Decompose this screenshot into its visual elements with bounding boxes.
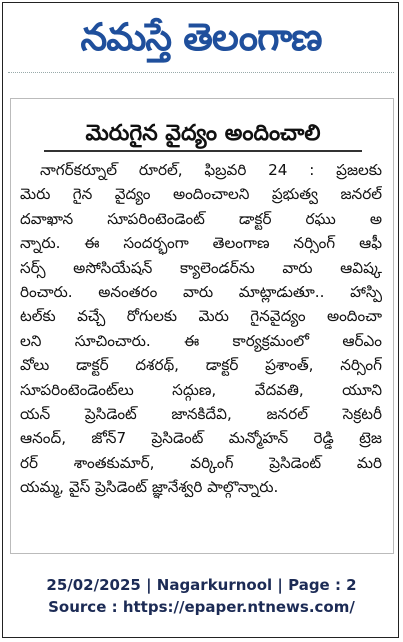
article-line: యమ్మ, వైస్ ప్రెసిడెంట్ జ్ఞానేశ్వరి పాల్గొన్నారు. xyxy=(20,478,279,497)
article-line: రించారు. అనంతరం వారు మాట్లాడుతూ.. హాస్పి xyxy=(20,283,382,302)
article-line: న్నారు. ఈ సందర్భంగా తెలంగాణ నర్సింగ్ ఆఫీ xyxy=(20,234,382,253)
edition-info: 25/02/2025 | Nagarkurnool | Page : 2 xyxy=(46,576,357,594)
source-footer xyxy=(0,574,403,618)
article-line: వోలు డాక్టర్ దశరథ్, డాక్టర్ ప్రశాంత్, నర్సింగ్ xyxy=(20,356,382,375)
masthead-divider xyxy=(8,72,394,74)
article-line: దవాఖాన సూపరింటెండెంట్ డాక్టర్ రఘు అ xyxy=(20,209,382,228)
article-line: సర్స్ అసోసియేషన్ క్యాలెండర్‌ను వారు ఆవిష్క xyxy=(20,258,382,277)
article-line: మెరు గైన వైద్యం అందించాలని ప్రభుత్వ జనరల్ xyxy=(20,185,382,204)
article-body xyxy=(20,158,382,550)
source-link[interactable]: Source : https://epaper.ntnews.com/ xyxy=(48,598,355,616)
article-line: రర్ శాంతకుమార్, వర్కింగ్ ప్రెసిడెంట్ మరి xyxy=(20,453,382,472)
article-line: సూపరింటెండెంట్‌లు సద్గుణ, వేదవతి, యూని xyxy=(20,380,382,399)
article-line: లని సూచించారు. ఈ కార్యక్రమంలో ఆర్ఎం xyxy=(20,331,382,350)
headline-underline xyxy=(44,150,362,152)
article-line: ఆనంద్, జోన్7 ప్రెసిడెంట్ మన్మోహన్ రెడ్డి ట్రెజ xyxy=(20,429,382,448)
article-line: యన్ ప్రెసిడెంట్ జానకిదేవి, జనరల్ సెక్రటరీ xyxy=(20,405,382,424)
article-headline: మెరుగైన వైద్యం అందించాలి xyxy=(85,121,321,146)
article-line: టల్‌కు వచ్చే రోగులకు మెరు గైనవైద్యం అందించా xyxy=(20,307,382,326)
newspaper-masthead: నమస్తే తెలంగాణ xyxy=(80,15,322,59)
article-line: నాగర్‌కర్నూల్ రూరల్, ఫిబ్రవరి 24 : ప్రజలకు xyxy=(40,161,382,179)
